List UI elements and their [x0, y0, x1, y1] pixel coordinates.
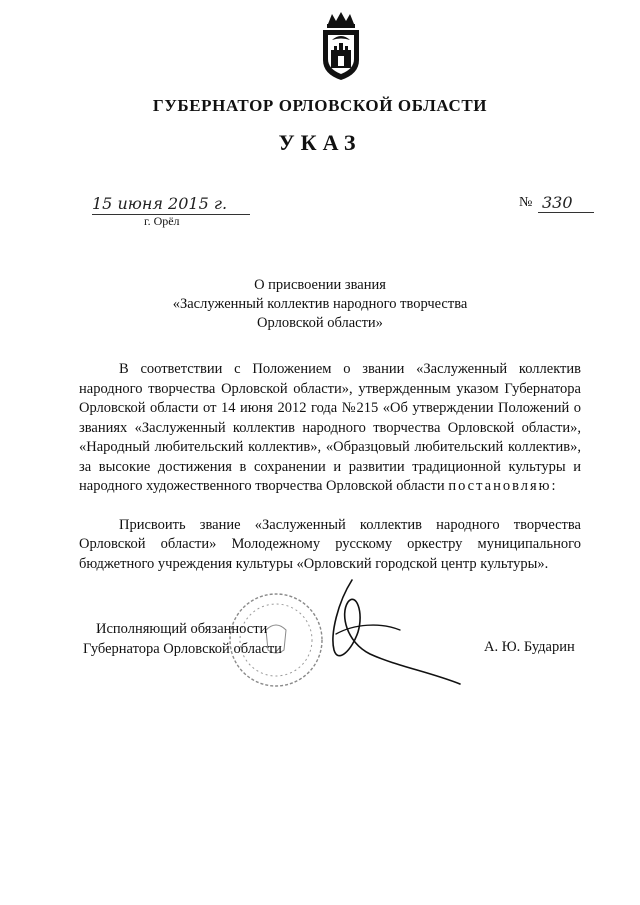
issuing-authority: ГУБЕРНАТОР ОРЛОВСКОЙ ОБЛАСТИ: [152, 96, 488, 115]
signatory-name: А. Ю. Бударин: [484, 639, 575, 655]
body-paragraph: Присвоить звание «Заслуженный коллектив народного творчества Орловской области» Молодежному русскому оркестру муниципального бюджетного учреждения культуры «Орловский городской центр культуры».: [79, 516, 581, 572]
paragraph-text: В соответствии с Положением о звании «Заслуженный коллектив народного творчества Орловской области», утвержденным указом Губернатора Орловской области от 14 июня 2012 года №215 «Об утверждении Положений о званиях «Заслуженный коллектив народного творчества Орловской области», «Народный любительский коллектив», «Образцовый любительский коллектив», за высокие достижения в сохранении и развитии традиционной культуры и народного художественного творчества Орловской области: [79, 361, 581, 494]
orel-region-coat-of-arms-icon: [318, 10, 364, 82]
decree-date: 15 июня 2015 г.: [92, 194, 250, 215]
decree-operative-word: постановляю:: [448, 478, 558, 494]
signatory-title: [83, 620, 282, 659]
decree-number-label: №: [519, 195, 533, 210]
subject-line: О присвоении звания: [254, 277, 386, 293]
decree-subject: [0, 276, 640, 333]
decree-body: [79, 360, 581, 593]
signatory-title-line: Губернатора Орловской области: [83, 640, 282, 657]
subject-line: Орловской области»: [257, 315, 383, 331]
decree-city: г. Орёл: [144, 214, 180, 228]
decree-number: 330: [538, 193, 594, 213]
subject-line: «Заслуженный коллектив народного творчества: [172, 296, 468, 312]
body-paragraph: [79, 360, 581, 497]
signatory-title-line: Исполняющий обязанности: [96, 621, 268, 637]
handwritten-signature-icon: [300, 572, 500, 692]
document-type: УКАЗ: [278, 130, 362, 155]
